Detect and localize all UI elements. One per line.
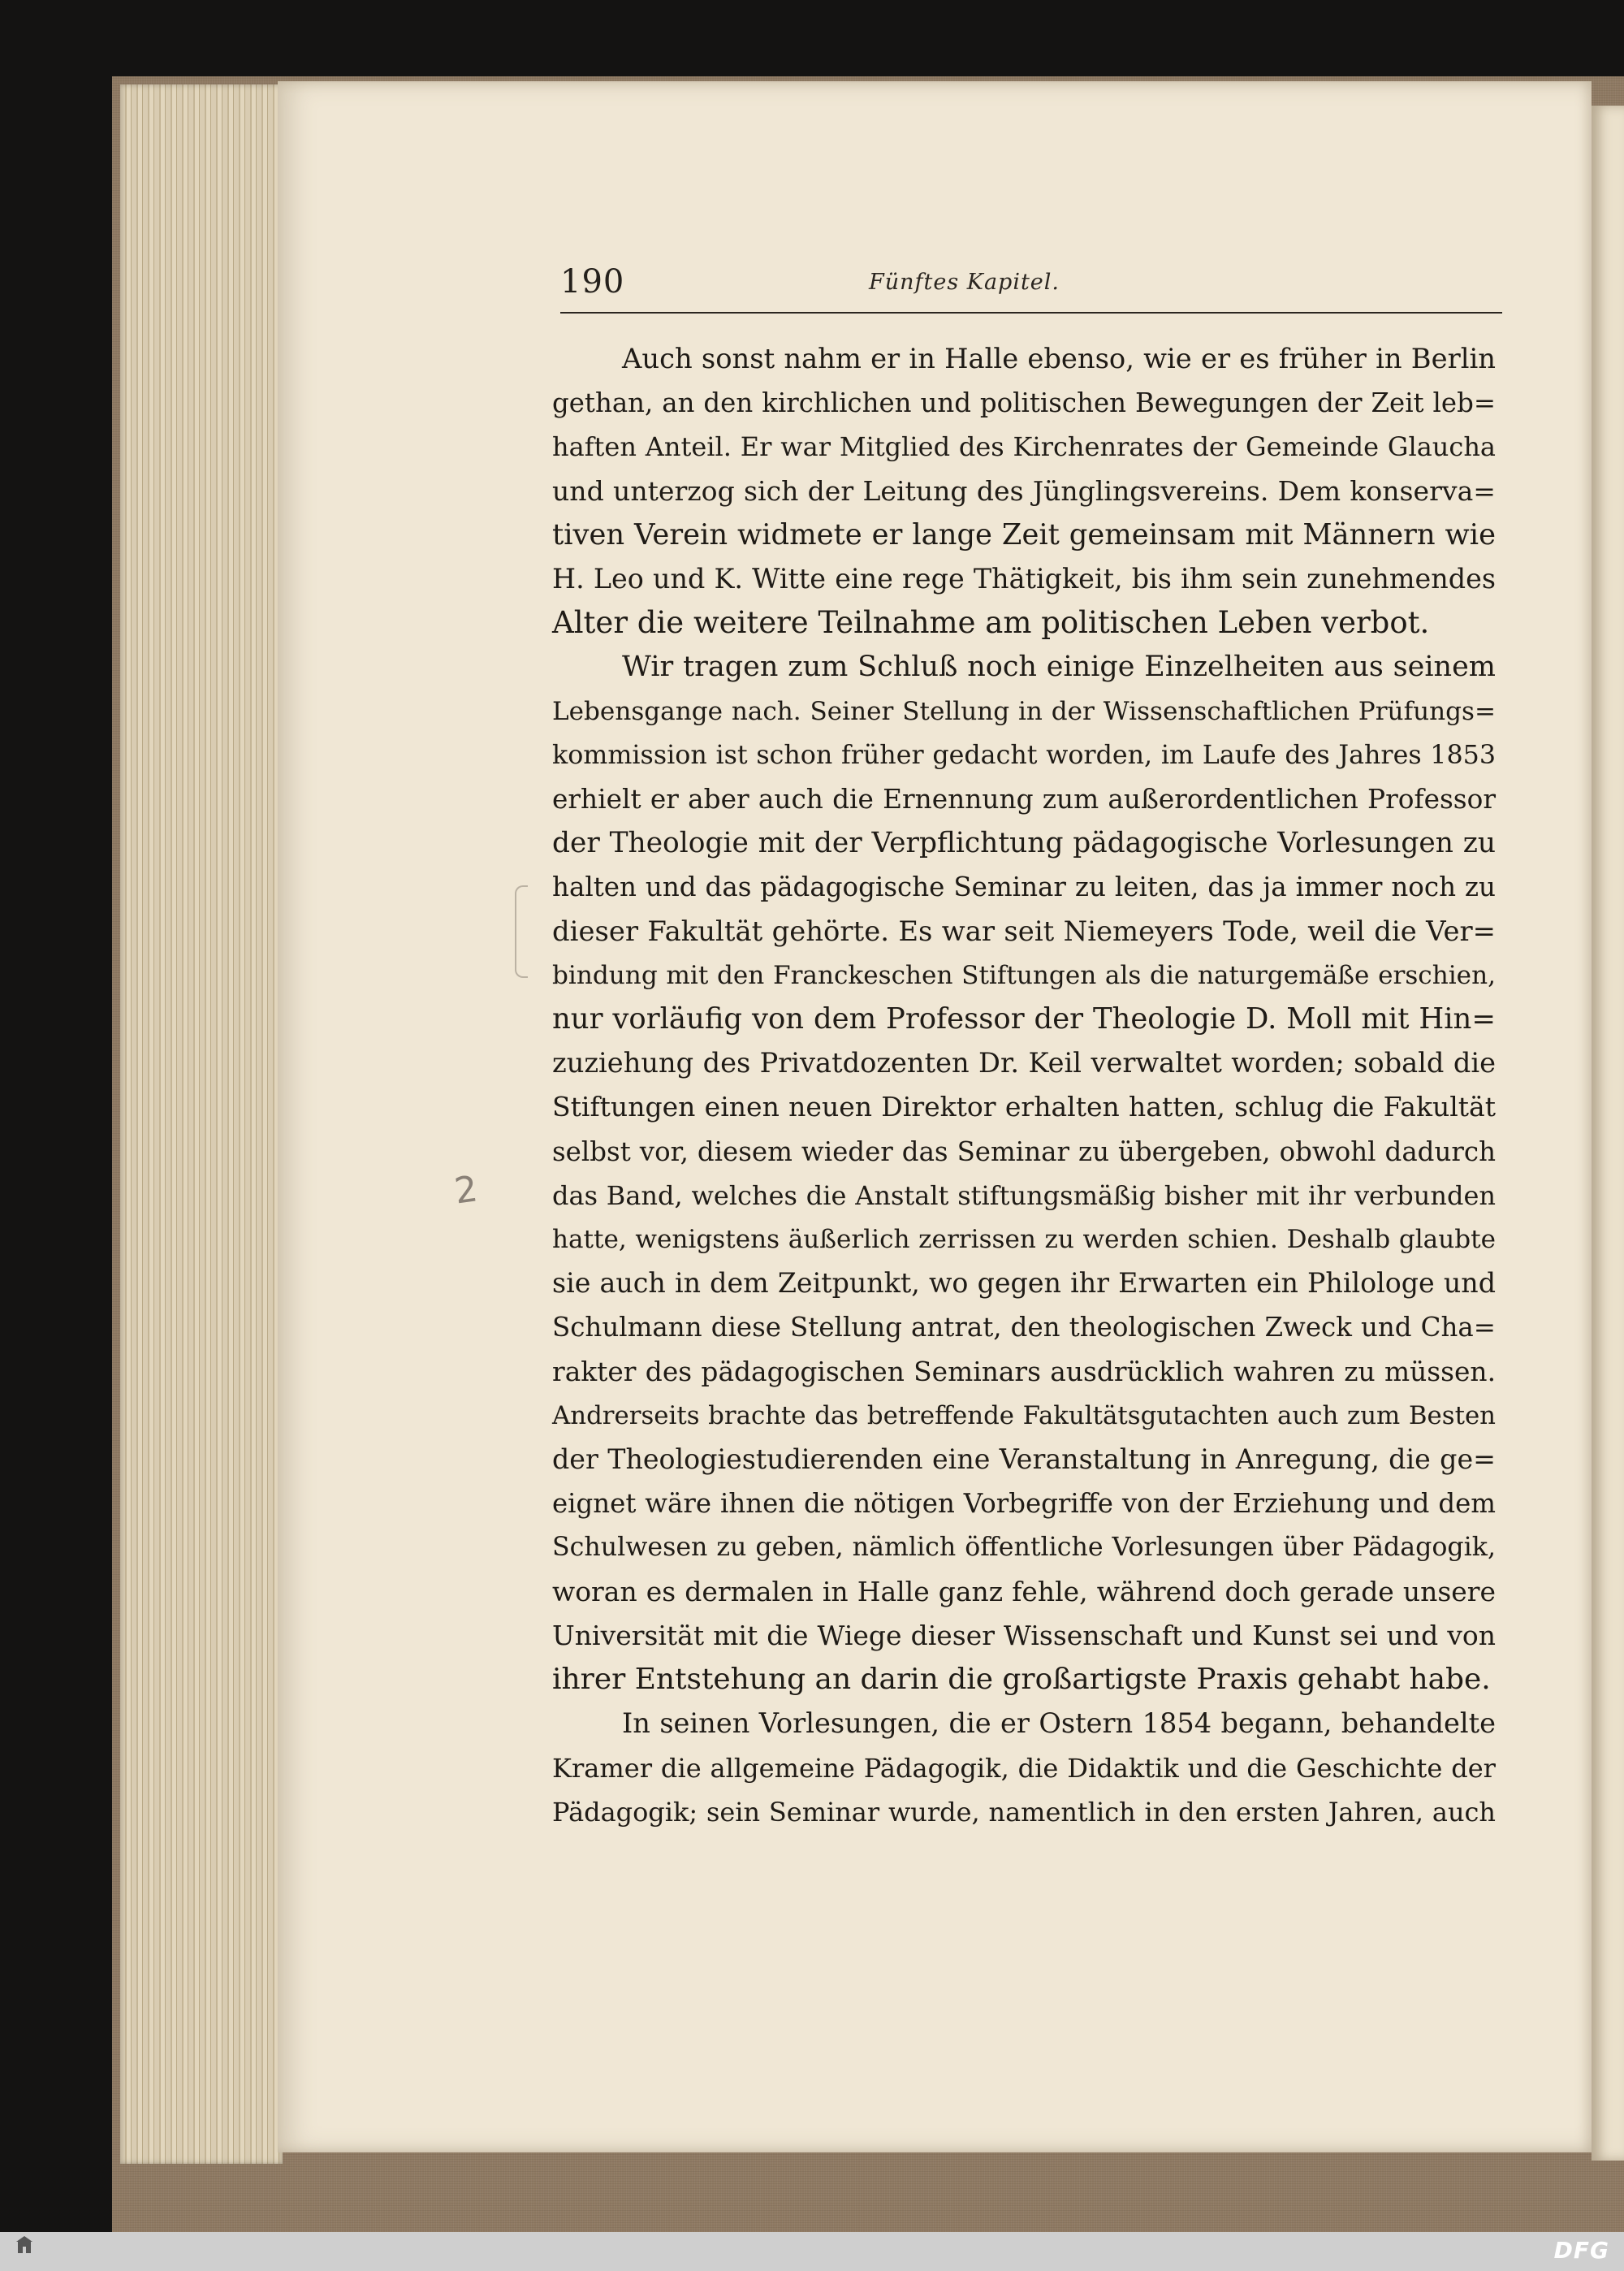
text-line: halten und das pädagogische Seminar zu leiten, das ja immer noch zu — [552, 872, 1496, 903]
pencil-bracket-mark — [515, 885, 528, 978]
text-line: rakter des pädagogischen Seminars ausdrücklich wahren zu müssen. — [552, 1356, 1496, 1387]
body-text — [552, 337, 1496, 1834]
text-line: Lebensgange nach. Seiner Stellung in der Wissenschaftlichen Prüfungs= — [552, 696, 1496, 726]
text-line: Universität mit die Wiege dieser Wissenschaft und Kunst sei und von — [552, 1619, 1496, 1651]
text-line: In seinen Vorlesungen, die er Ostern 1854 begann, behandelte — [622, 1707, 1496, 1740]
text-line: dieser Fakultät gehörte. Es war seit Niemeyers Tode, weil die Ver= — [552, 915, 1496, 947]
text-line: und unterzog sich der Leitung des Jünglingsvereins. Dem konserva= — [552, 474, 1496, 507]
text-line: Alter die weitere Teilnahme am politischen Leben verbot. — [552, 605, 1430, 641]
text-line: erhielt er aber auch die Ernennung zum außerordentlichen Professor — [552, 784, 1496, 815]
text-line: selbst vor, diesem wieder das Seminar zu übergeben, obwohl dadurch — [552, 1136, 1496, 1167]
text-line: Schulwesen zu geben, nämlich öffentliche Vorlesungen über Pädagogik, — [552, 1533, 1496, 1563]
text-line: sie auch in dem Zeitpunkt, wo gegen ihr Erwarten ein Philologe und — [552, 1267, 1496, 1300]
text-line: Andrerseits brachte das betreffende Fakultätsgutachten auch zum Besten — [552, 1400, 1496, 1430]
text-line: tiven Verein widmete er lange Zeit gemeinsam mit Männern wie — [552, 517, 1496, 552]
facing-page-edge — [1592, 106, 1624, 2161]
text-line: Auch sonst nahm er in Halle ebenso, wie er es früher in Berlin — [622, 343, 1496, 374]
text-line: bindung mit den Franckeschen Stiftungen als die naturgemäße erschien, — [552, 960, 1496, 990]
page-edges — [120, 84, 283, 2164]
text-line: woran es dermalen in Halle ganz fehle, während doch gerade unsere — [552, 1575, 1496, 1607]
text-line: Pädagogik; sein Seminar wurde, namentlich in den ersten Jahren, auch — [552, 1796, 1496, 1828]
text-line: H. Leo und K. Witte eine rege Thätigkeit, bis ihm sein zunehmendes — [552, 563, 1496, 595]
margin-note: 2 — [451, 1168, 481, 1213]
text-line: ihrer Entstehung an darin die großartigste Praxis gehabt habe. — [552, 1663, 1491, 1697]
text-line: haften Anteil. Er war Mitglied des Kirchenrates der Gemeinde Glaucha — [552, 431, 1496, 463]
text-line: der Theologiestudierenden eine Veranstaltung in Anregung, die ge= — [552, 1443, 1496, 1476]
text-line: nur vorläufig von dem Professor der Theologie D. Moll mit Hin= — [552, 1002, 1496, 1036]
text-line: zuziehung des Privatdozenten Dr. Keil verwaltet worden; sobald die — [552, 1047, 1496, 1079]
paragraph-1 — [552, 337, 1496, 645]
text-line: Schulmann diese Stellung antrat, den theologischen Zweck und Cha= — [552, 1312, 1496, 1343]
text-line: das Band, welches die Anstalt stiftungsmäßig bisher mit ihr verbunden — [552, 1179, 1496, 1211]
text-line: kommission ist schon früher gedacht worden, im Laufe des Jahres 1853 — [552, 740, 1496, 770]
paragraph-3 — [552, 1702, 1496, 1834]
text-line: gethan, an den kirchlichen und politischen Bewegungen der Zeit leb= — [552, 387, 1496, 419]
text-line: Stiftungen einen neuen Direktor erhalten hatten, schlug die Fakultät — [552, 1091, 1496, 1123]
text-line: Wir tragen zum Schluß noch einige Einzelheiten aus seinem — [622, 651, 1496, 684]
page-header — [560, 258, 1502, 314]
dfg-logo: DFG — [1553, 2237, 1609, 2264]
text-line: hatte, wenigstens äußerlich zerrissen zu werden schien. Deshalb glaubte — [552, 1225, 1496, 1255]
text-line: Kramer die allgemeine Pädagogik, die Didaktik und die Geschichte der — [552, 1752, 1496, 1784]
library-logo-icon — [8, 2235, 41, 2268]
viewer-footer — [0, 2232, 1624, 2271]
page-number: 190 — [560, 263, 625, 301]
text-line: der Theologie mit der Verpflichtung pädagogische Vorlesungen zu — [552, 827, 1496, 860]
paragraph-2 — [552, 645, 1496, 1702]
text-line: eignet wäre ihnen die nötigen Vorbegriffe von der Erziehung und dem — [552, 1488, 1496, 1520]
running-head: Fünftes Kapitel. — [869, 270, 1060, 295]
